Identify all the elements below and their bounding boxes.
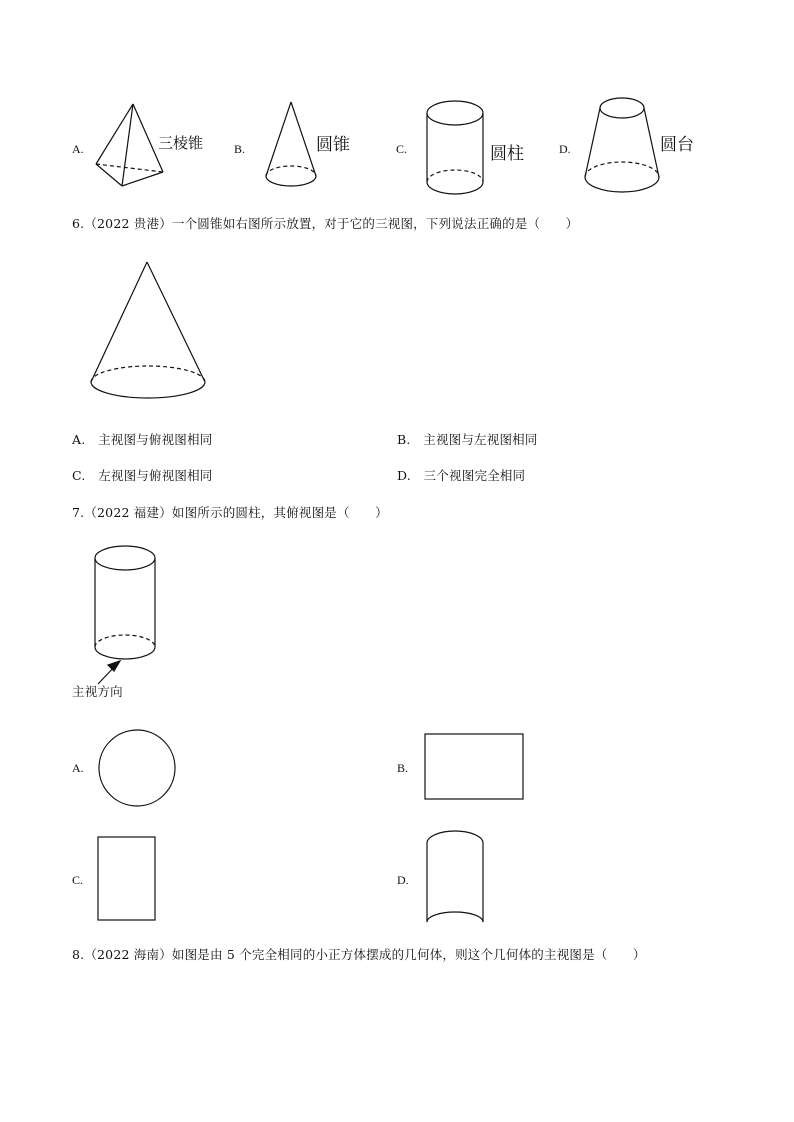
- q5-option-d-letter: D.: [559, 142, 571, 156]
- q6-option-d[interactable]: D. 三个视图完全相同: [397, 468, 526, 483]
- q7-option-b-letter[interactable]: B.: [397, 761, 409, 775]
- q8-stem: 8.（2022 海南）如图是由 5 个完全相同的小正方体摆成的几何体，则这个几何体的主视图是（ ）: [72, 947, 646, 962]
- q5-option-a-name: 三棱锥: [158, 134, 204, 152]
- q7-stem: 7.（2022 福建）如图所示的圆柱，其俯视图是（ ）: [72, 505, 388, 520]
- q5-option-b-letter: B.: [234, 142, 246, 156]
- q6-option-b[interactable]: B. 主视图与左视图相同: [397, 432, 538, 447]
- q5-option-c-letter: C.: [396, 142, 408, 156]
- q6-option-c[interactable]: C. 左视图与俯视图相同: [72, 468, 213, 483]
- q7-option-a-letter[interactable]: A.: [72, 761, 84, 775]
- q7-option-c-letter[interactable]: C.: [72, 873, 84, 887]
- q5-option-c-name: 圆柱: [490, 144, 524, 164]
- q6-option-a[interactable]: A. 主视图与俯视图相同: [72, 432, 213, 447]
- q5-option-a-letter: A.: [72, 142, 84, 156]
- q7-option-d-letter[interactable]: D.: [397, 873, 409, 887]
- q5-option-b-name: 圆锥: [316, 135, 350, 155]
- q7-direction-label: 主视方向: [72, 684, 123, 699]
- q5-option-d-name: 圆台: [660, 135, 694, 155]
- q6-stem: 6.（2022 贵港）一个圆锥如右图所示放置，对于它的三视图，下列说法正确的是（ ）: [72, 216, 579, 231]
